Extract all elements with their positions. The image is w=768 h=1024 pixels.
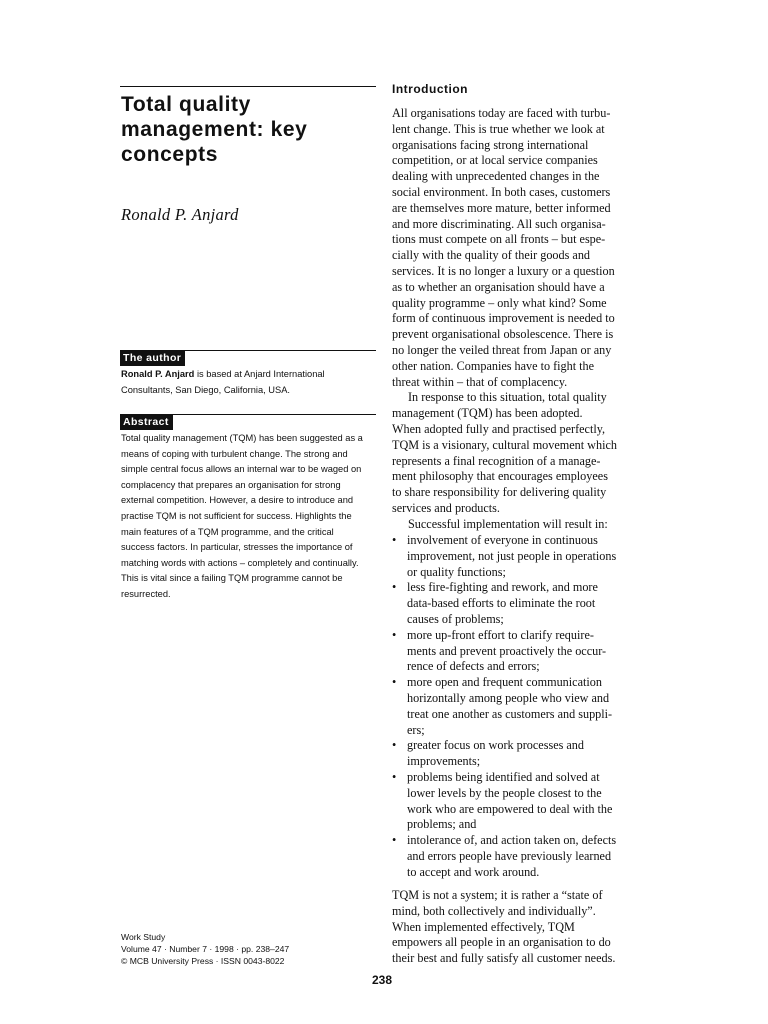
page-number: 238: [372, 973, 393, 987]
list-item: [392, 628, 654, 675]
text-line: improvement, not just people in operations: [407, 548, 617, 563]
bullet-icon: •: [392, 833, 397, 848]
abstract-line: means of coping with turbulent change. The strong and: [121, 448, 348, 459]
benefits-list: [392, 533, 654, 881]
text-line: or quality functions;: [407, 564, 506, 579]
text-line: services. It is no longer a luxury or a question: [392, 263, 615, 278]
the-author-line2: Consultants, San Diego, California, USA.: [121, 384, 290, 395]
abstract-line: matching words with actions – completely and continually.: [121, 557, 359, 568]
title-line: Total quality: [121, 93, 251, 116]
text-line: to accept and work around.: [407, 864, 540, 879]
abstract-line: resurrected.: [121, 588, 171, 599]
text-line: no longer the veiled threat from Japan or any: [392, 342, 612, 357]
text-line: lent change. This is true whether we look at: [392, 121, 605, 136]
text-line: ers;: [407, 722, 425, 737]
text-line: intolerance of, and action taken on, defects: [407, 833, 617, 848]
list-item: [392, 675, 654, 738]
text-line: When implemented effectively, TQM: [392, 919, 575, 934]
text-line: TQM is a visionary, cultural movement which: [392, 437, 617, 452]
footer-journal: Work Study: [121, 932, 166, 942]
article-title: [121, 92, 371, 167]
text-line: ment philosophy that encourages employees: [392, 469, 608, 484]
text-line: greater focus on work processes and: [407, 738, 584, 753]
introduction-heading: Introduction: [392, 82, 468, 96]
text-line: lower levels by the people closest to the: [407, 785, 602, 800]
bullet-icon: •: [392, 627, 397, 642]
the-author-name: Ronald P. Anjard: [121, 369, 195, 379]
text-line: tions must compete on all fronts – but espe-: [392, 232, 606, 247]
text-line: their best and fully satisfy all customer needs.: [392, 951, 616, 966]
text-line: mind, both collectively and individually”.: [392, 903, 596, 918]
text-line: dealing with unprecedented changes in the: [392, 169, 600, 184]
title-rule: [120, 86, 376, 87]
text-line: to share responsibility for delivering quality: [392, 485, 607, 500]
the-author-label: The author: [120, 351, 185, 366]
text-line: as to whether an organisation should have a: [392, 279, 605, 294]
text-line: ments and prevent proactively the occur-: [407, 643, 607, 658]
bullet-icon: •: [392, 738, 397, 753]
abstract-line: This is vital since a failing TQM programme cannot be: [121, 573, 343, 584]
text-line: prevent organisational obsolescence. There is: [392, 327, 614, 342]
text-line: involvement of everyone in continuous: [407, 533, 598, 547]
abstract-line: external competition. However, a desire to introduce and: [121, 495, 354, 506]
text-line: management (TQM) has been adopted.: [392, 406, 583, 421]
list-item: [392, 770, 654, 833]
text-line: services and products.: [392, 500, 500, 515]
footer-publisher: © MCB University Press · ISSN 0043-8022: [121, 956, 285, 967]
bullet-icon: •: [392, 533, 397, 547]
abstract-label: Abstract: [120, 415, 173, 430]
abstract-line: practise TQM is not sufficient for success. Highlights the: [121, 510, 352, 521]
text-line: improvements;: [407, 754, 481, 769]
text-line: threat within – that of complacency.: [392, 374, 568, 389]
text-line: organisations facing strong international: [392, 137, 589, 152]
text-line: represents a final recognition of a manage-: [392, 453, 601, 468]
intro-paragraph-4: [392, 888, 654, 967]
text-line: Successful implementation will result in:: [408, 516, 608, 531]
text-line: competition, or at local service companies: [392, 153, 598, 168]
bullet-icon: •: [392, 675, 397, 690]
intro-paragraph-1: [392, 106, 654, 533]
journal-footer: [121, 931, 371, 968]
text-line: horizontally among people who view and: [407, 690, 610, 705]
text-line: less fire-fighting and rework, and more: [407, 580, 598, 595]
bullet-icon: •: [392, 769, 397, 784]
abstract-line: Total quality management (TQM) has been suggested as a: [121, 433, 363, 443]
list-item: [392, 833, 654, 880]
text-line: social environment. In both cases, customers: [392, 184, 611, 199]
text-line: causes of problems;: [407, 611, 504, 626]
author-byline: Ronald P. Anjard: [121, 205, 239, 224]
text-line: quality programme – only what kind? Some: [392, 295, 607, 310]
abstract-line: complacency that prepares an organisation for strong: [121, 479, 341, 490]
text-line: treat one another as customers and suppli-: [407, 706, 613, 721]
footer-volume: Volume 47 · Number 7 · 1998 · pp. 238–247: [121, 944, 290, 955]
text-line: problems being identified and solved at: [407, 769, 600, 784]
abstract-line: main features of a TQM programme, and the critical: [121, 526, 334, 537]
list-item: [392, 738, 654, 770]
text-line: problems; and: [407, 817, 477, 832]
text-line: empowers all people in an organisation to do: [392, 935, 611, 950]
abstract-line: simple central focus allows an internal war to be waged on: [121, 464, 362, 475]
text-line: In response to this situation, total quality: [408, 390, 607, 405]
list-item: [392, 533, 654, 580]
list-item: [392, 580, 654, 627]
text-line: more up-front effort to clarify require-: [407, 627, 594, 642]
text-line: rence of defects and errors;: [407, 659, 540, 674]
text-line: and more discriminating. All such organisa-: [392, 216, 606, 231]
abstract-line: success factors. In particular, stresses the importance of: [121, 542, 353, 553]
the-author-text: [121, 367, 376, 398]
text-line: work who are empowered to deal with the: [407, 801, 613, 816]
text-line: and errors people have previously learned: [407, 848, 612, 863]
text-line: data-based efforts to eliminate the root: [407, 596, 596, 611]
abstract-text: [121, 431, 376, 603]
text-line: When adopted fully and practised perfectly,: [392, 421, 606, 436]
text-line: are themselves more mature, better informed: [392, 200, 611, 215]
text-line: TQM is not a system; it is rather a “state of: [392, 888, 603, 902]
text-line: cially with the quality of their goods and: [392, 248, 591, 263]
the-author-line1: is based at Anjard International: [194, 369, 325, 379]
bullet-icon: •: [392, 580, 397, 595]
text-line: more open and frequent communication: [407, 675, 602, 690]
text-line: All organisations today are faced with turbu-: [392, 106, 611, 120]
text-line: other nation. Companies have to fight the: [392, 358, 595, 373]
title-line: management: key: [121, 118, 308, 141]
text-line: form of continuous improvement is needed to: [392, 311, 615, 326]
title-line: concepts: [121, 143, 218, 166]
